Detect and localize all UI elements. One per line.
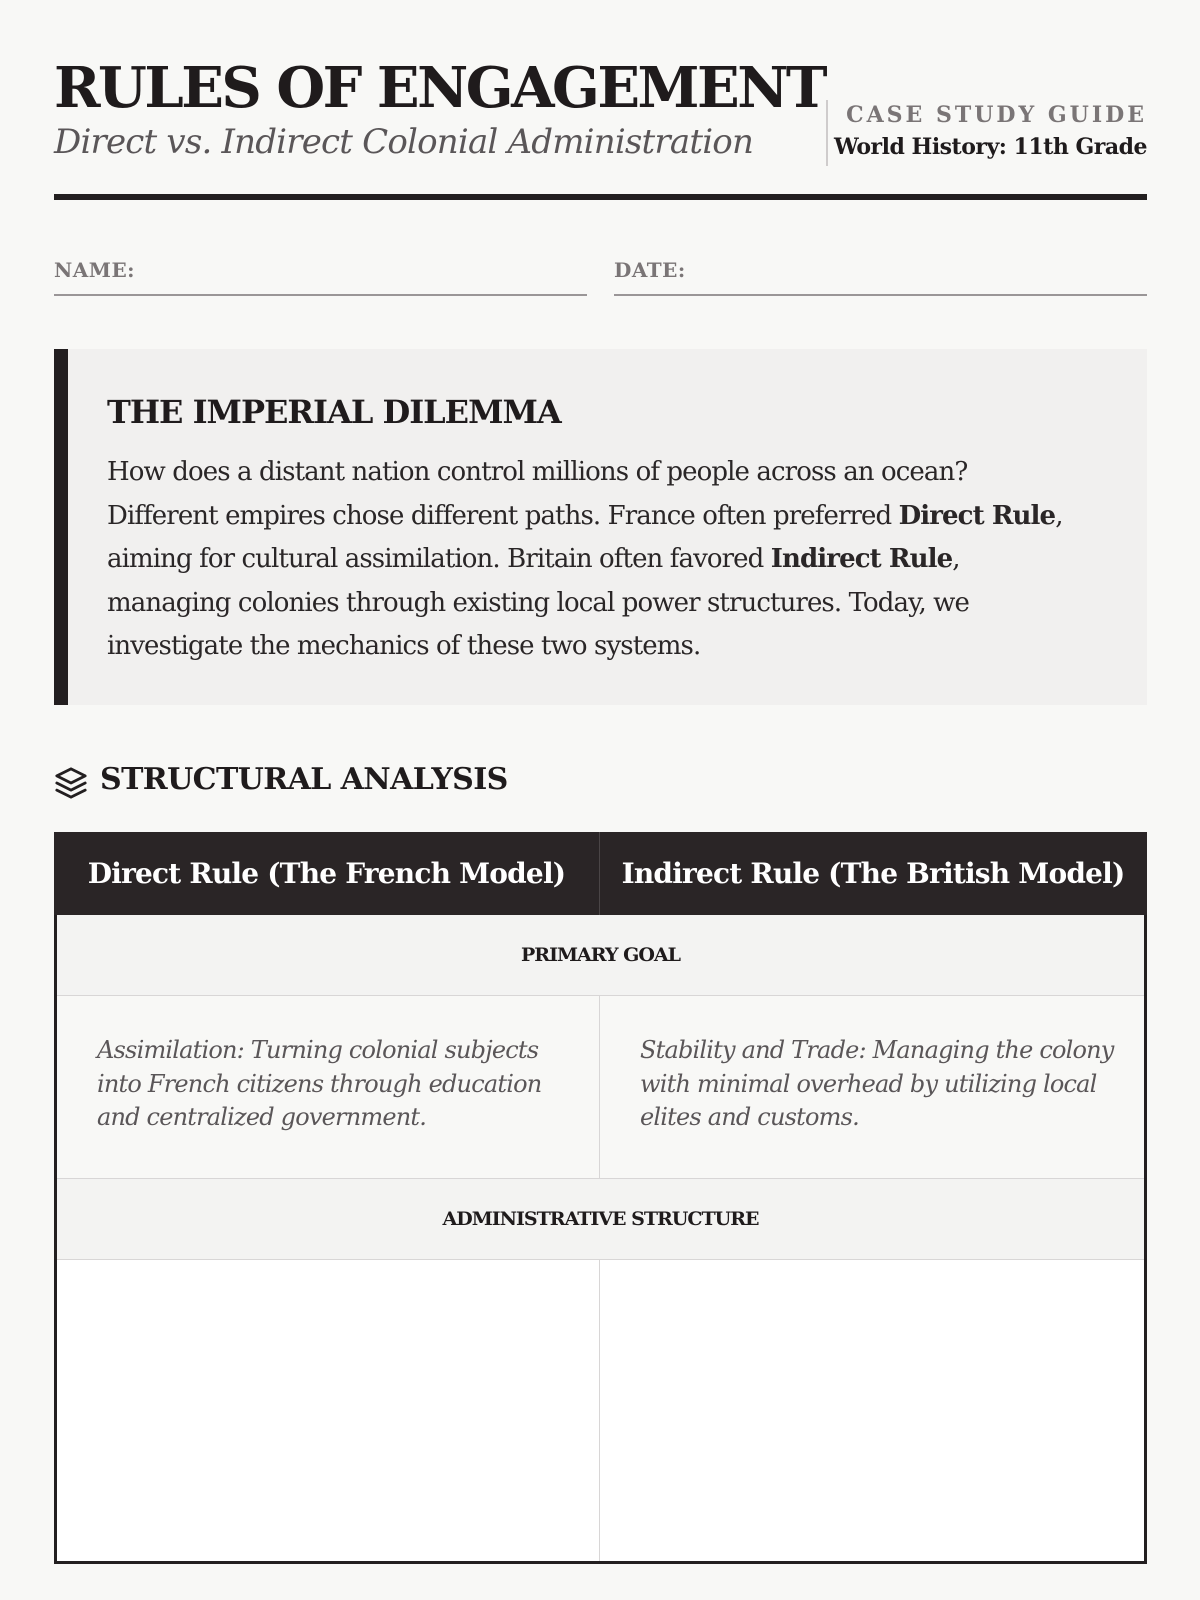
- intro-line: managing colonies through existing local power structures. Today, we: [107, 587, 970, 618]
- row-label-primary-goal: PRIMARY GOAL: [57, 915, 1144, 996]
- worksheet-header: [54, 56, 1147, 196]
- cell-line: Assimilation: Turning colonial subjects: [97, 1036, 539, 1064]
- intro-line: investigate the mechanics of these two systems.: [107, 631, 701, 661]
- section-title: STRUCTURAL ANALYSIS: [100, 762, 508, 797]
- column-divider: [599, 996, 600, 1178]
- page-title: RULES OF ENGAGEMENT: [54, 55, 826, 121]
- cell-line: elites and customs.: [640, 1103, 859, 1131]
- intro-line: [107, 538, 1117, 582]
- row-label-administrative-structure: ADMINISTRATIVE STRUCTURE: [57, 1178, 1144, 1260]
- intro-text-segment: aiming for cultural assimilation. Britain often favored: [107, 544, 771, 574]
- intro-title: THE IMPERIAL DILEMMA: [107, 393, 561, 431]
- page-subtitle: Direct vs. Indirect Colonial Administration: [54, 122, 754, 162]
- intro-text-segment: ,: [1055, 500, 1063, 531]
- cell-line: Stability and Trade: Managing the colony: [640, 1036, 1114, 1064]
- table-header: [54, 832, 1147, 915]
- callout-accent-bar: [54, 349, 68, 705]
- date-label: DATE:: [614, 258, 686, 282]
- name-label: NAME:: [54, 258, 136, 282]
- intro-line: How does a distant nation control millions of people across an ocean?: [107, 457, 968, 487]
- layers-icon: [54, 766, 88, 800]
- cell-line: with minimal overhead by utilizing local: [640, 1069, 1097, 1098]
- intro-paragraph: [107, 451, 1117, 669]
- intro-line: [107, 495, 1117, 539]
- name-field[interactable]: [54, 252, 587, 296]
- table-row: [57, 996, 1144, 1178]
- direct-rule-structure-cell[interactable]: [97, 1298, 567, 1558]
- header-rule: [54, 194, 1147, 200]
- column-header-direct-rule: Direct Rule (The French Model): [87, 857, 566, 890]
- direct-rule-term: Direct Rule: [898, 500, 1056, 531]
- comparison-table: [54, 832, 1147, 1564]
- indirect-rule-structure-cell[interactable]: [640, 1298, 1110, 1558]
- table-row: [57, 1260, 1144, 1561]
- cell-line: into French citizens through education: [97, 1069, 542, 1098]
- guide-type-label: CASE STUDY GUIDE: [846, 102, 1147, 128]
- column-header-indirect-rule: Indirect Rule (The British Model): [621, 857, 1125, 890]
- column-divider: [599, 1260, 600, 1561]
- cell-line: and centralized government.: [97, 1103, 427, 1131]
- direct-rule-goal-cell: [97, 1034, 567, 1135]
- intro-callout: [54, 349, 1147, 705]
- course-label: World History: 11th Grade: [833, 134, 1147, 160]
- intro-text-segment: Different empires chose different paths. France often preferred: [107, 500, 899, 531]
- intro-text-segment: ,: [952, 544, 960, 574]
- indirect-rule-goal-cell: [640, 1034, 1114, 1135]
- indirect-rule-term: Indirect Rule: [770, 544, 953, 574]
- date-field[interactable]: [614, 252, 1147, 296]
- header-divider: [826, 100, 828, 166]
